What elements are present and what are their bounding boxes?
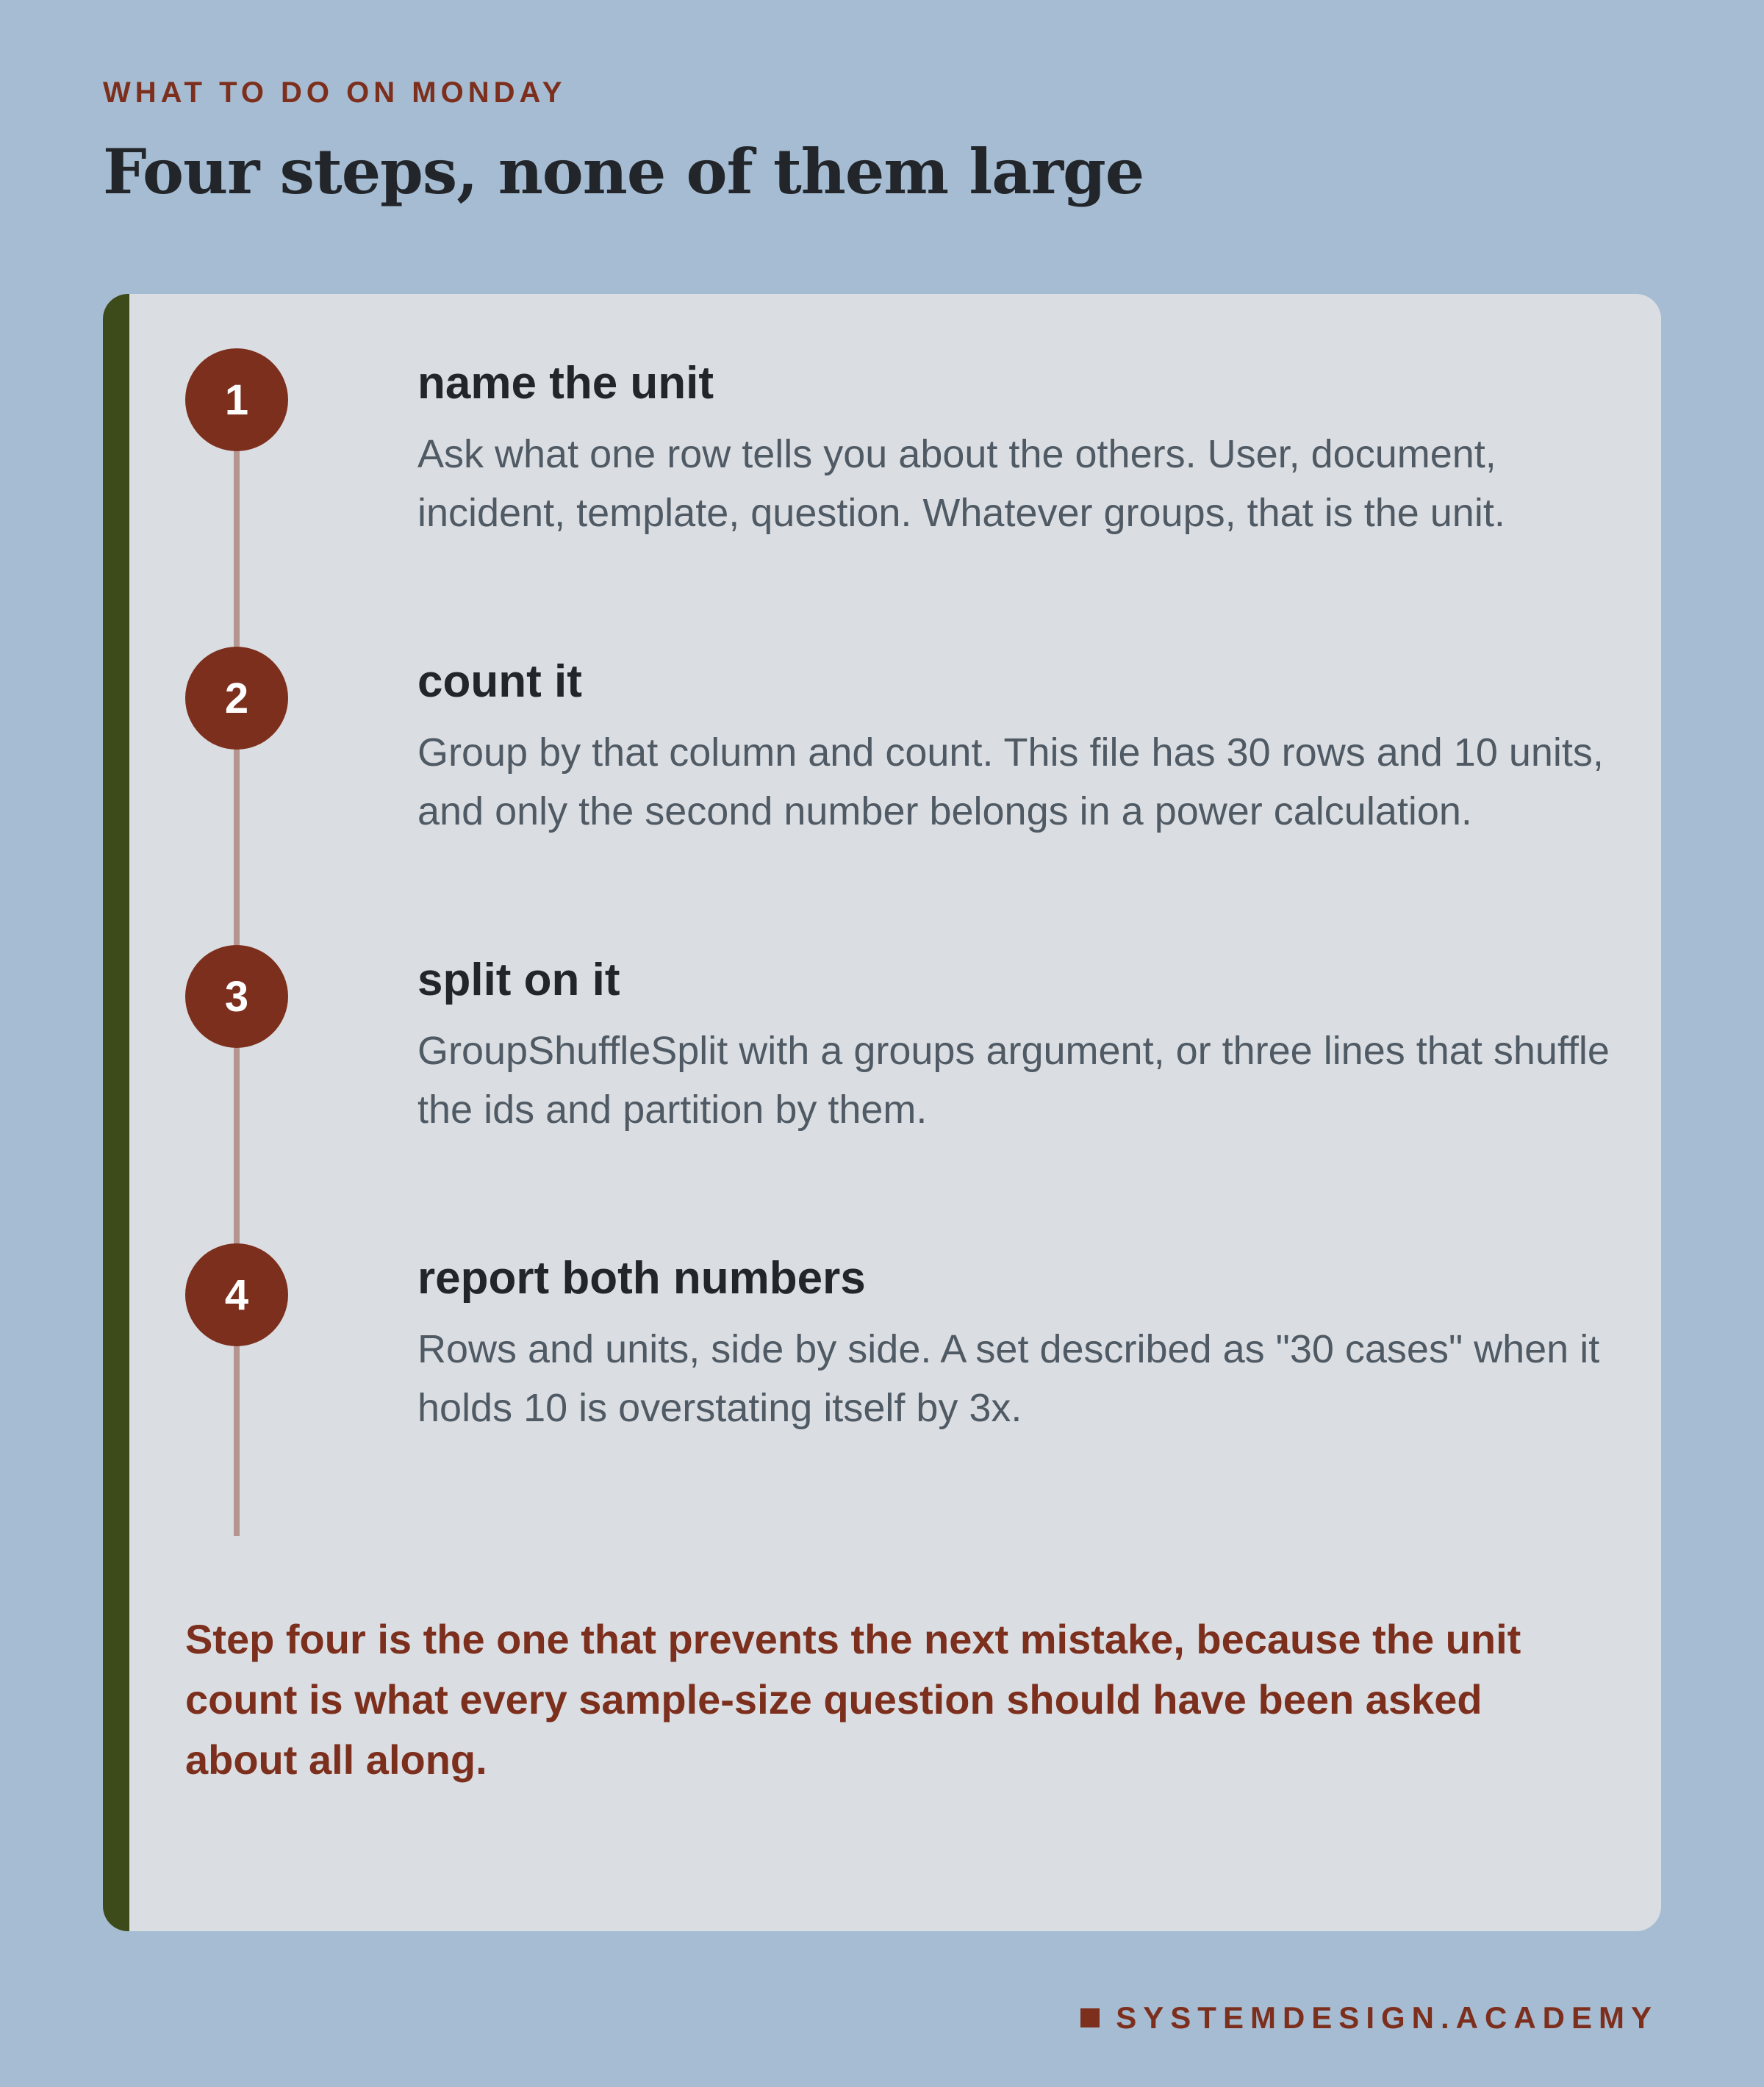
step-body: Group by that column and count. This file has 30 rows and 10 units, and only the second number belongs in a power calculation.	[417, 730, 1604, 833]
step-title: report both numbers	[417, 1253, 866, 1304]
step-title: name the unit	[417, 358, 714, 409]
step-body: Ask what one row tells you about the others. User, document, incident, template, question. Whatever groups, that is the unit.	[417, 432, 1505, 535]
page-title: Four steps, none of them large	[103, 135, 1144, 208]
step-body: Rows and units, side by side. A set described as "30 cases" when it holds 10 is overstating itself by 3x.	[417, 1327, 1600, 1430]
step-number-badge: 1	[185, 348, 288, 451]
step-title: count it	[417, 656, 582, 707]
step-body: GroupShuffleSplit with a groups argument, or three lines that shuffle the ids and partition by them.	[417, 1029, 1610, 1132]
steps-card	[103, 294, 1661, 1931]
step-number-badge: 2	[185, 647, 288, 750]
footer-brand	[1080, 2000, 1658, 2036]
card-accent-bar	[103, 294, 129, 1931]
brand-link[interactable]: SYSTEMDESIGN.ACADEMY	[1116, 2000, 1658, 2035]
callout-note: Step four is the one that prevents the next mistake, because the unit count is what every sample-size question should have been asked about all along.	[185, 1616, 1521, 1783]
square-icon	[1080, 2008, 1100, 2027]
eyebrow-label: WHAT TO DO ON MONDAY	[103, 76, 567, 109]
step-number-badge: 4	[185, 1243, 288, 1346]
step-title: split on it	[417, 955, 620, 1005]
step-number-badge: 3	[185, 945, 288, 1048]
